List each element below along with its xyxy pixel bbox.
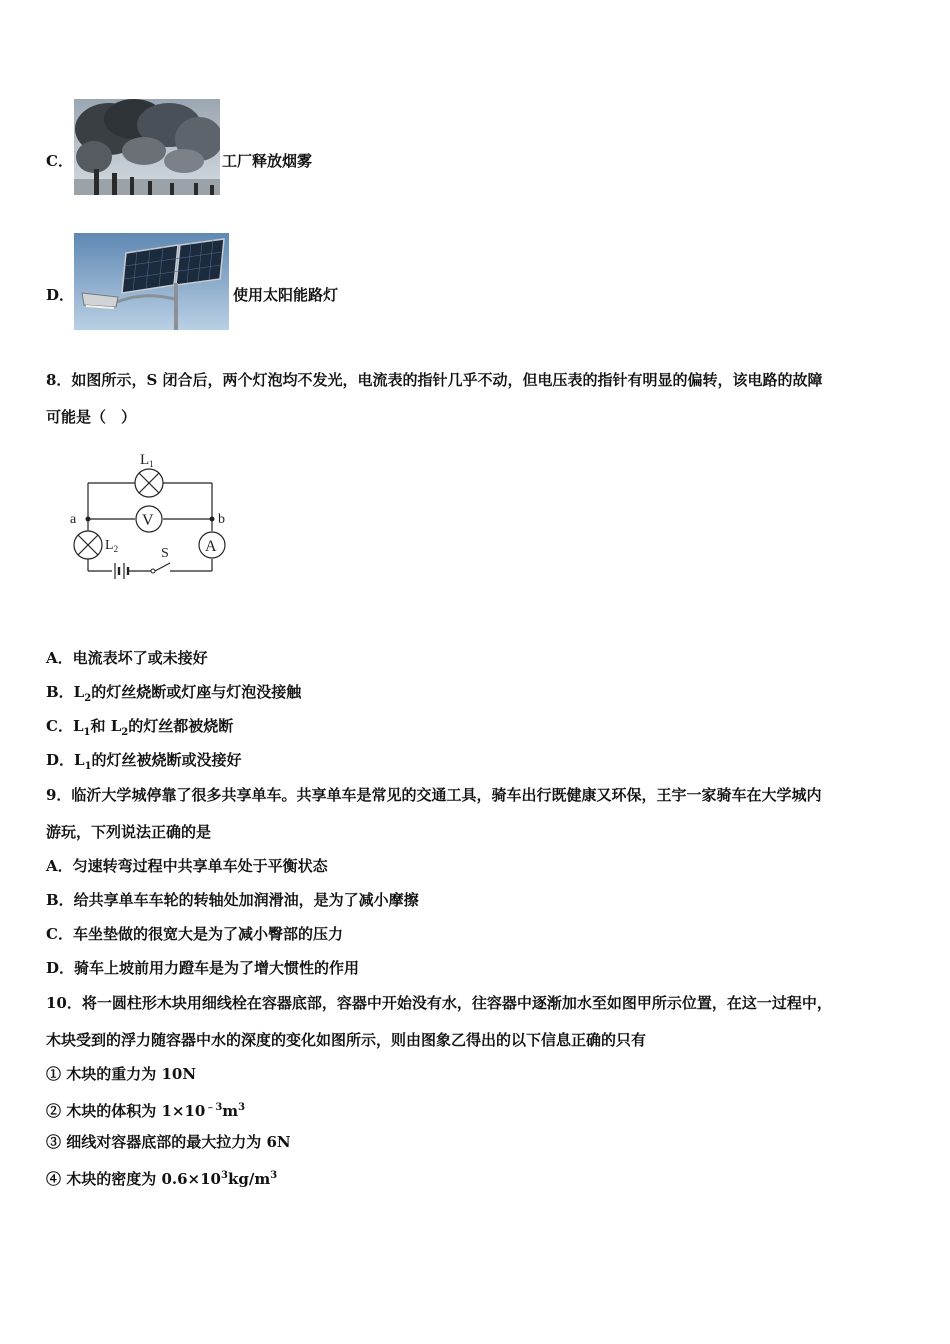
q10-stem-line1: 10．将一圆柱形木块用细线栓在容器底部，容器中开始没有水，往容器中逐渐加水至如图甲所示位置，在这一过程中，: [46, 994, 832, 1012]
q8-option-d: D．$L_1$的灯丝被烧断或没接好: [46, 751, 242, 772]
option-c-caption: 工厂释放烟雾: [222, 152, 313, 170]
switch-label: S: [161, 546, 169, 561]
ammeter-label: A: [205, 538, 217, 555]
q8-option-c: C．$L_1$和 $L_2$的灯丝都被烧断: [46, 717, 234, 738]
l1-label: $L_1$: [140, 452, 154, 469]
q10-item-2: ② 木块的体积为 $1\times 10^{﹣3}m^3$: [46, 1102, 246, 1120]
solar-street-lamp-photo-icon: [74, 233, 229, 330]
q8-circuit-diagram: [60, 447, 240, 582]
q9-stem-line1: 9．临沂大学城停靠了很多共享单车。共享单车是常见的交通工具，骑车出行既健康又环保，王宇一家骑车在大学城内: [46, 786, 822, 804]
q8-stem-line1: 8．如图所示，S 闭合后，两个灯泡均不发光，电流表的指针几乎不动，但电压表的指针有明显的偏转，该电路的故障: [46, 371, 823, 389]
q8-option-a: A．电流表坏了或未接好: [46, 649, 208, 667]
q8-option-b: B．$L_2$的灯丝烧断或灯座与灯泡没接触: [46, 683, 302, 704]
q10-item-3: ③ 细线对容器底部的最大拉力为 6N: [46, 1133, 291, 1151]
q10-stem-line2: 木块受到的浮力随容器中水的深度的变化如图所示，则由图象乙得出的以下信息正确的只有: [46, 1031, 647, 1049]
factory-smoke-photo-icon: [74, 99, 220, 195]
q9-option-d: D．骑车上坡前用力蹬车是为了增大惯性的作用: [46, 959, 360, 977]
q10-item-1: ① 木块的重力为 10N: [46, 1065, 197, 1083]
q9-option-b: B．给共享单车车轮的转轴处加润滑油，是为了减小摩擦: [46, 891, 419, 909]
q10-item-4: ④ 木块的密度为 $0.6\times 10^3kg/m^3$: [46, 1170, 278, 1188]
l2-label: $L_2$: [105, 538, 119, 554]
q9-option-c: C．车坐垫做的很宽大是为了减小臀部的压力: [46, 925, 343, 943]
node-a-label: a: [70, 512, 77, 527]
option-c-letter: C．: [46, 152, 73, 170]
q8-stem-line2: 可能是（ ）: [46, 408, 137, 426]
q9-stem-line2: 游玩，下列说法正确的是: [46, 823, 212, 841]
option-d-caption: 使用太阳能路灯: [233, 286, 339, 304]
node-b-label: b: [218, 512, 225, 527]
q9-option-a: A．匀速转弯过程中共享单车处于平衡状态: [46, 857, 328, 875]
option-d-letter: D．: [46, 286, 75, 304]
voltmeter-label: V: [142, 512, 154, 529]
